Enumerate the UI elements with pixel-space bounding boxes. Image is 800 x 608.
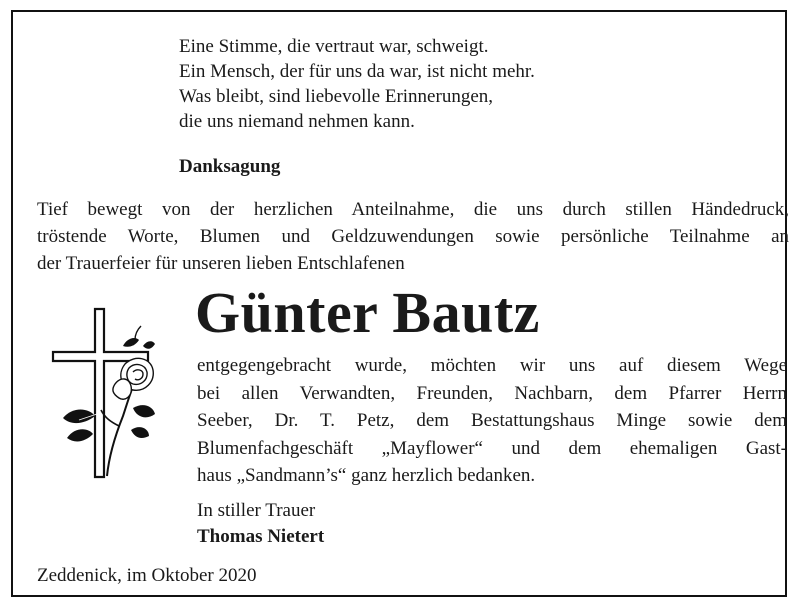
intro-line: der Trauerfeier für unseren lieben Entschlafenen (37, 253, 405, 274)
thanks-line: Blumenfachgeschäft „Mayflower“ und dem ehemaligen Gast- (197, 437, 787, 459)
deceased-name: Günter Bautz (195, 280, 540, 345)
intro-line: tröstende Worte, Blumen und Geldzuwendungen sowie persönliche Teilnahme an (37, 226, 789, 247)
thanks-line: Seeber, Dr. T. Petz, dem Bestattungshaus Minge sowie dem (197, 410, 787, 431)
thanks-line: entgegengebracht wurde, möchten wir uns auf diesem Wege (197, 355, 787, 376)
intro-paragraph (37, 196, 789, 277)
danksagung-heading: Danksagung (179, 156, 281, 177)
poem-line: Ein Mensch, der für uns da war, ist nicht mehr. (179, 61, 535, 82)
signer-name: Thomas Nietert (197, 526, 325, 547)
thanks-line: haus „Sandmann’s“ ganz herzlich bedanken. (197, 465, 536, 486)
poem-line: Eine Stimme, die vertraut war, schweigt. (179, 36, 489, 57)
intro-line: Tief bewegt von der herzlichen Anteilnahme, die uns durch stillen Händedruck, (37, 199, 789, 220)
memorial-poem (179, 34, 535, 134)
thanks-line: bei allen Verwandten, Freunden, Nachbarn, dem Pfarrer Herrn (197, 382, 787, 404)
thanks-paragraph (197, 352, 787, 490)
signoff-phrase: In stiller Trauer (197, 500, 316, 521)
cross-with-rose-icon (49, 306, 159, 482)
place-date: Zeddenick, im Oktober 2020 (37, 565, 257, 586)
signoff (197, 498, 324, 550)
poem-line: Was bleibt, sind liebevolle Erinnerungen, (179, 86, 494, 107)
obituary-frame (11, 10, 787, 597)
poem-line: die uns niemand nehmen kann. (179, 111, 415, 132)
